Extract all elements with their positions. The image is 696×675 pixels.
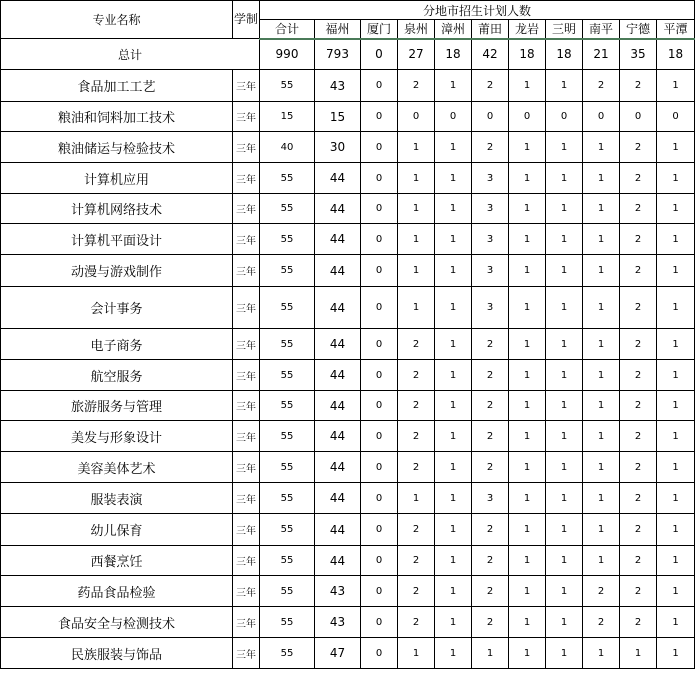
table-row xyxy=(1,638,695,669)
total-value: 21 xyxy=(583,39,620,70)
count-cell: 1 xyxy=(435,514,472,546)
count-cell: 1 xyxy=(657,483,695,514)
count-cell: 1 xyxy=(657,421,695,452)
count-cell: 2 xyxy=(620,391,657,421)
count-cell: 3 xyxy=(472,194,509,224)
count-cell: 1 xyxy=(620,638,657,669)
header-major: 专业名称 xyxy=(1,1,233,39)
count-cell: 2 xyxy=(472,391,509,421)
major-name: 食品安全与检测技术 xyxy=(1,607,233,638)
count-cell: 2 xyxy=(620,421,657,452)
count-cell: 0 xyxy=(361,287,398,329)
count-cell: 1 xyxy=(509,391,546,421)
major-name: 西餐烹饪 xyxy=(1,546,233,576)
duration-cell: 三年 xyxy=(233,421,260,452)
count-cell: 2 xyxy=(398,514,435,546)
count-cell: 3 xyxy=(472,255,509,287)
count-cell: 1 xyxy=(509,163,546,194)
count-cell: 1 xyxy=(583,638,620,669)
count-cell: 44 xyxy=(315,287,361,329)
column-header: 泉州 xyxy=(398,20,435,39)
count-cell: 0 xyxy=(361,132,398,163)
count-cell: 1 xyxy=(583,287,620,329)
count-cell: 1 xyxy=(583,391,620,421)
count-cell: 2 xyxy=(398,70,435,102)
duration-cell: 三年 xyxy=(233,514,260,546)
major-name: 粮油储运与检验技术 xyxy=(1,132,233,163)
count-cell: 0 xyxy=(361,70,398,102)
count-cell: 2 xyxy=(620,287,657,329)
count-cell: 1 xyxy=(657,194,695,224)
count-cell: 2 xyxy=(472,421,509,452)
count-cell: 1 xyxy=(435,638,472,669)
major-name: 电子商务 xyxy=(1,329,233,360)
duration-cell: 三年 xyxy=(233,163,260,194)
table-row xyxy=(1,546,695,576)
count-cell: 1 xyxy=(398,163,435,194)
column-header: 合计 xyxy=(260,20,315,39)
count-cell: 1 xyxy=(472,638,509,669)
count-cell: 1 xyxy=(509,576,546,607)
count-cell: 1 xyxy=(546,163,583,194)
count-cell: 0 xyxy=(361,255,398,287)
count-cell: 1 xyxy=(509,194,546,224)
count-cell: 1 xyxy=(583,452,620,483)
count-cell: 1 xyxy=(435,576,472,607)
count-cell: 1 xyxy=(435,546,472,576)
count-cell: 55 xyxy=(260,546,315,576)
major-name: 航空服务 xyxy=(1,360,233,391)
count-cell: 1 xyxy=(509,132,546,163)
count-cell: 1 xyxy=(546,255,583,287)
count-cell: 0 xyxy=(361,360,398,391)
count-cell: 1 xyxy=(657,163,695,194)
count-cell: 1 xyxy=(657,287,695,329)
major-name: 幼儿保育 xyxy=(1,514,233,546)
count-cell: 2 xyxy=(620,514,657,546)
count-cell: 1 xyxy=(398,287,435,329)
count-cell: 1 xyxy=(509,514,546,546)
count-cell: 1 xyxy=(546,329,583,360)
count-cell: 44 xyxy=(315,255,361,287)
count-cell: 1 xyxy=(657,255,695,287)
count-cell: 43 xyxy=(315,70,361,102)
count-cell: 0 xyxy=(361,224,398,255)
total-value: 793 xyxy=(315,39,361,70)
count-cell: 2 xyxy=(472,360,509,391)
table-row xyxy=(1,287,695,329)
count-cell: 1 xyxy=(583,163,620,194)
duration-cell: 三年 xyxy=(233,287,260,329)
major-name: 食品加工工艺 xyxy=(1,70,233,102)
count-cell: 2 xyxy=(398,360,435,391)
count-cell: 0 xyxy=(361,483,398,514)
duration-cell: 三年 xyxy=(233,132,260,163)
count-cell: 55 xyxy=(260,194,315,224)
count-cell: 1 xyxy=(509,607,546,638)
count-cell: 0 xyxy=(361,421,398,452)
total-value: 18 xyxy=(509,39,546,70)
count-cell: 47 xyxy=(315,638,361,669)
column-header: 南平 xyxy=(583,20,620,39)
total-value: 42 xyxy=(472,39,509,70)
count-cell: 1 xyxy=(583,194,620,224)
count-cell: 1 xyxy=(398,638,435,669)
table-row xyxy=(1,255,695,287)
count-cell: 1 xyxy=(546,452,583,483)
count-cell: 0 xyxy=(361,576,398,607)
count-cell: 0 xyxy=(657,102,695,132)
count-cell: 1 xyxy=(509,638,546,669)
count-cell: 44 xyxy=(315,224,361,255)
column-header: 龙岩 xyxy=(509,20,546,39)
total-value: 18 xyxy=(546,39,583,70)
duration-cell: 三年 xyxy=(233,483,260,514)
column-header: 三明 xyxy=(546,20,583,39)
total-value: 27 xyxy=(398,39,435,70)
count-cell: 2 xyxy=(620,483,657,514)
table-row xyxy=(1,514,695,546)
column-header: 漳州 xyxy=(435,20,472,39)
count-cell: 2 xyxy=(620,576,657,607)
count-cell: 55 xyxy=(260,421,315,452)
count-cell: 2 xyxy=(583,70,620,102)
count-cell: 0 xyxy=(620,102,657,132)
count-cell: 55 xyxy=(260,329,315,360)
count-cell: 1 xyxy=(657,546,695,576)
count-cell: 1 xyxy=(657,452,695,483)
count-cell: 1 xyxy=(583,132,620,163)
count-cell: 1 xyxy=(583,546,620,576)
count-cell: 1 xyxy=(583,514,620,546)
count-cell: 2 xyxy=(398,607,435,638)
count-cell: 2 xyxy=(620,360,657,391)
major-name: 服装表演 xyxy=(1,483,233,514)
duration-cell: 三年 xyxy=(233,102,260,132)
count-cell: 1 xyxy=(657,576,695,607)
count-cell: 2 xyxy=(620,194,657,224)
count-cell: 40 xyxy=(260,132,315,163)
duration-cell: 三年 xyxy=(233,255,260,287)
duration-cell: 三年 xyxy=(233,329,260,360)
count-cell: 2 xyxy=(620,224,657,255)
count-cell: 1 xyxy=(398,224,435,255)
major-name: 计算机平面设计 xyxy=(1,224,233,255)
count-cell: 2 xyxy=(472,514,509,546)
count-cell: 1 xyxy=(398,255,435,287)
count-cell: 15 xyxy=(260,102,315,132)
count-cell: 2 xyxy=(620,607,657,638)
count-cell: 1 xyxy=(435,421,472,452)
count-cell: 2 xyxy=(398,452,435,483)
count-cell: 1 xyxy=(398,132,435,163)
count-cell: 44 xyxy=(315,483,361,514)
count-cell: 0 xyxy=(361,514,398,546)
count-cell: 1 xyxy=(435,70,472,102)
count-cell: 1 xyxy=(509,360,546,391)
duration-cell: 三年 xyxy=(233,224,260,255)
table-row xyxy=(1,576,695,607)
count-cell: 2 xyxy=(583,576,620,607)
table-row xyxy=(1,452,695,483)
count-cell: 15 xyxy=(315,102,361,132)
count-cell: 3 xyxy=(472,163,509,194)
count-cell: 55 xyxy=(260,287,315,329)
duration-cell: 三年 xyxy=(233,452,260,483)
count-cell: 55 xyxy=(260,391,315,421)
table-row xyxy=(1,70,695,102)
count-cell: 2 xyxy=(620,255,657,287)
total-label: 总计 xyxy=(1,39,260,70)
count-cell: 1 xyxy=(583,329,620,360)
table-row xyxy=(1,224,695,255)
count-cell: 1 xyxy=(657,132,695,163)
major-name: 美发与形象设计 xyxy=(1,421,233,452)
count-cell: 44 xyxy=(315,194,361,224)
major-name: 会计事务 xyxy=(1,287,233,329)
count-cell: 1 xyxy=(509,546,546,576)
duration-cell: 三年 xyxy=(233,391,260,421)
count-cell: 1 xyxy=(546,607,583,638)
count-cell: 1 xyxy=(509,224,546,255)
count-cell: 1 xyxy=(435,287,472,329)
count-cell: 55 xyxy=(260,638,315,669)
count-cell: 1 xyxy=(509,287,546,329)
header-duration: 学制 xyxy=(233,1,260,39)
count-cell: 1 xyxy=(509,329,546,360)
count-cell: 1 xyxy=(509,421,546,452)
count-cell: 0 xyxy=(472,102,509,132)
table-row xyxy=(1,607,695,638)
count-cell: 44 xyxy=(315,329,361,360)
total-value: 0 xyxy=(361,39,398,70)
count-cell: 30 xyxy=(315,132,361,163)
count-cell: 2 xyxy=(398,391,435,421)
count-cell: 1 xyxy=(657,607,695,638)
count-cell: 1 xyxy=(546,638,583,669)
column-header: 平潭 xyxy=(657,20,695,39)
count-cell: 55 xyxy=(260,452,315,483)
column-header: 莆田 xyxy=(472,20,509,39)
count-cell: 1 xyxy=(657,638,695,669)
count-cell: 1 xyxy=(657,391,695,421)
count-cell: 1 xyxy=(546,287,583,329)
count-cell: 3 xyxy=(472,287,509,329)
count-cell: 1 xyxy=(583,483,620,514)
total-row xyxy=(1,39,695,70)
count-cell: 1 xyxy=(546,194,583,224)
table-row xyxy=(1,329,695,360)
count-cell: 2 xyxy=(398,546,435,576)
major-name: 粮油和饲料加工技术 xyxy=(1,102,233,132)
table-row xyxy=(1,102,695,132)
count-cell: 1 xyxy=(657,360,695,391)
count-cell: 55 xyxy=(260,607,315,638)
total-value: 18 xyxy=(657,39,695,70)
count-cell: 44 xyxy=(315,391,361,421)
count-cell: 55 xyxy=(260,514,315,546)
duration-cell: 三年 xyxy=(233,360,260,391)
count-cell: 1 xyxy=(435,132,472,163)
count-cell: 0 xyxy=(361,607,398,638)
count-cell: 55 xyxy=(260,224,315,255)
count-cell: 55 xyxy=(260,70,315,102)
count-cell: 2 xyxy=(398,329,435,360)
major-name: 美容美体艺术 xyxy=(1,452,233,483)
count-cell: 1 xyxy=(509,483,546,514)
duration-cell: 三年 xyxy=(233,194,260,224)
count-cell: 0 xyxy=(435,102,472,132)
count-cell: 1 xyxy=(435,163,472,194)
count-cell: 1 xyxy=(546,546,583,576)
duration-cell: 三年 xyxy=(233,638,260,669)
count-cell: 43 xyxy=(315,607,361,638)
count-cell: 0 xyxy=(361,102,398,132)
table-row xyxy=(1,421,695,452)
count-cell: 1 xyxy=(546,132,583,163)
count-cell: 1 xyxy=(546,576,583,607)
count-cell: 0 xyxy=(361,194,398,224)
count-cell: 1 xyxy=(509,452,546,483)
count-cell: 0 xyxy=(361,391,398,421)
count-cell: 2 xyxy=(472,132,509,163)
table-row xyxy=(1,391,695,421)
duration-cell: 三年 xyxy=(233,576,260,607)
count-cell: 1 xyxy=(435,607,472,638)
table-row xyxy=(1,163,695,194)
count-cell: 44 xyxy=(315,421,361,452)
count-cell: 2 xyxy=(398,576,435,607)
count-cell: 44 xyxy=(315,360,361,391)
count-cell: 0 xyxy=(361,452,398,483)
column-header: 宁德 xyxy=(620,20,657,39)
count-cell: 2 xyxy=(620,70,657,102)
count-cell: 55 xyxy=(260,483,315,514)
count-cell: 2 xyxy=(472,452,509,483)
count-cell: 55 xyxy=(260,576,315,607)
column-header: 厦门 xyxy=(361,20,398,39)
count-cell: 0 xyxy=(583,102,620,132)
count-cell: 44 xyxy=(315,546,361,576)
count-cell: 1 xyxy=(435,483,472,514)
duration-cell: 三年 xyxy=(233,70,260,102)
count-cell: 1 xyxy=(657,514,695,546)
duration-cell: 三年 xyxy=(233,607,260,638)
count-cell: 2 xyxy=(620,163,657,194)
count-cell: 2 xyxy=(620,329,657,360)
count-cell: 55 xyxy=(260,255,315,287)
count-cell: 1 xyxy=(509,70,546,102)
count-cell: 2 xyxy=(472,329,509,360)
count-cell: 2 xyxy=(472,70,509,102)
column-header: 福州 xyxy=(315,20,361,39)
major-name: 旅游服务与管理 xyxy=(1,391,233,421)
count-cell: 43 xyxy=(315,576,361,607)
count-cell: 1 xyxy=(546,391,583,421)
count-cell: 1 xyxy=(657,70,695,102)
count-cell: 44 xyxy=(315,514,361,546)
count-cell: 1 xyxy=(546,514,583,546)
count-cell: 1 xyxy=(583,255,620,287)
count-cell: 1 xyxy=(509,255,546,287)
count-cell: 55 xyxy=(260,360,315,391)
count-cell: 0 xyxy=(361,638,398,669)
count-cell: 2 xyxy=(620,546,657,576)
count-cell: 1 xyxy=(435,360,472,391)
count-cell: 1 xyxy=(435,329,472,360)
count-cell: 2 xyxy=(472,607,509,638)
count-cell: 1 xyxy=(398,194,435,224)
count-cell: 2 xyxy=(398,421,435,452)
count-cell: 44 xyxy=(315,163,361,194)
count-cell: 1 xyxy=(657,224,695,255)
table-row xyxy=(1,483,695,514)
major-name: 民族服装与饰品 xyxy=(1,638,233,669)
count-cell: 2 xyxy=(472,546,509,576)
count-cell: 3 xyxy=(472,224,509,255)
count-cell: 0 xyxy=(546,102,583,132)
table-row xyxy=(1,194,695,224)
count-cell: 2 xyxy=(620,452,657,483)
count-cell: 1 xyxy=(435,452,472,483)
count-cell: 1 xyxy=(435,194,472,224)
duration-cell: 三年 xyxy=(233,546,260,576)
count-cell: 1 xyxy=(435,391,472,421)
count-cell: 0 xyxy=(361,329,398,360)
count-cell: 1 xyxy=(398,483,435,514)
count-cell: 2 xyxy=(583,607,620,638)
major-name: 计算机网络技术 xyxy=(1,194,233,224)
count-cell: 3 xyxy=(472,483,509,514)
count-cell: 1 xyxy=(546,70,583,102)
count-cell: 1 xyxy=(583,224,620,255)
count-cell: 55 xyxy=(260,163,315,194)
count-cell: 0 xyxy=(361,546,398,576)
major-name: 药品食品检验 xyxy=(1,576,233,607)
count-cell: 2 xyxy=(620,132,657,163)
major-name: 计算机应用 xyxy=(1,163,233,194)
count-cell: 1 xyxy=(657,329,695,360)
count-cell: 0 xyxy=(509,102,546,132)
total-value: 990 xyxy=(260,39,315,70)
header-group: 分地市招生计划人数 xyxy=(260,1,695,20)
total-value: 18 xyxy=(435,39,472,70)
count-cell: 1 xyxy=(546,421,583,452)
count-cell: 0 xyxy=(398,102,435,132)
count-cell: 1 xyxy=(583,360,620,391)
table-row xyxy=(1,132,695,163)
table-row xyxy=(1,360,695,391)
major-name: 动漫与游戏制作 xyxy=(1,255,233,287)
count-cell: 1 xyxy=(546,224,583,255)
count-cell: 44 xyxy=(315,452,361,483)
count-cell: 1 xyxy=(546,360,583,391)
count-cell: 0 xyxy=(361,163,398,194)
count-cell: 1 xyxy=(435,224,472,255)
count-cell: 1 xyxy=(435,255,472,287)
count-cell: 2 xyxy=(472,576,509,607)
total-value: 35 xyxy=(620,39,657,70)
count-cell: 1 xyxy=(546,483,583,514)
count-cell: 1 xyxy=(583,421,620,452)
